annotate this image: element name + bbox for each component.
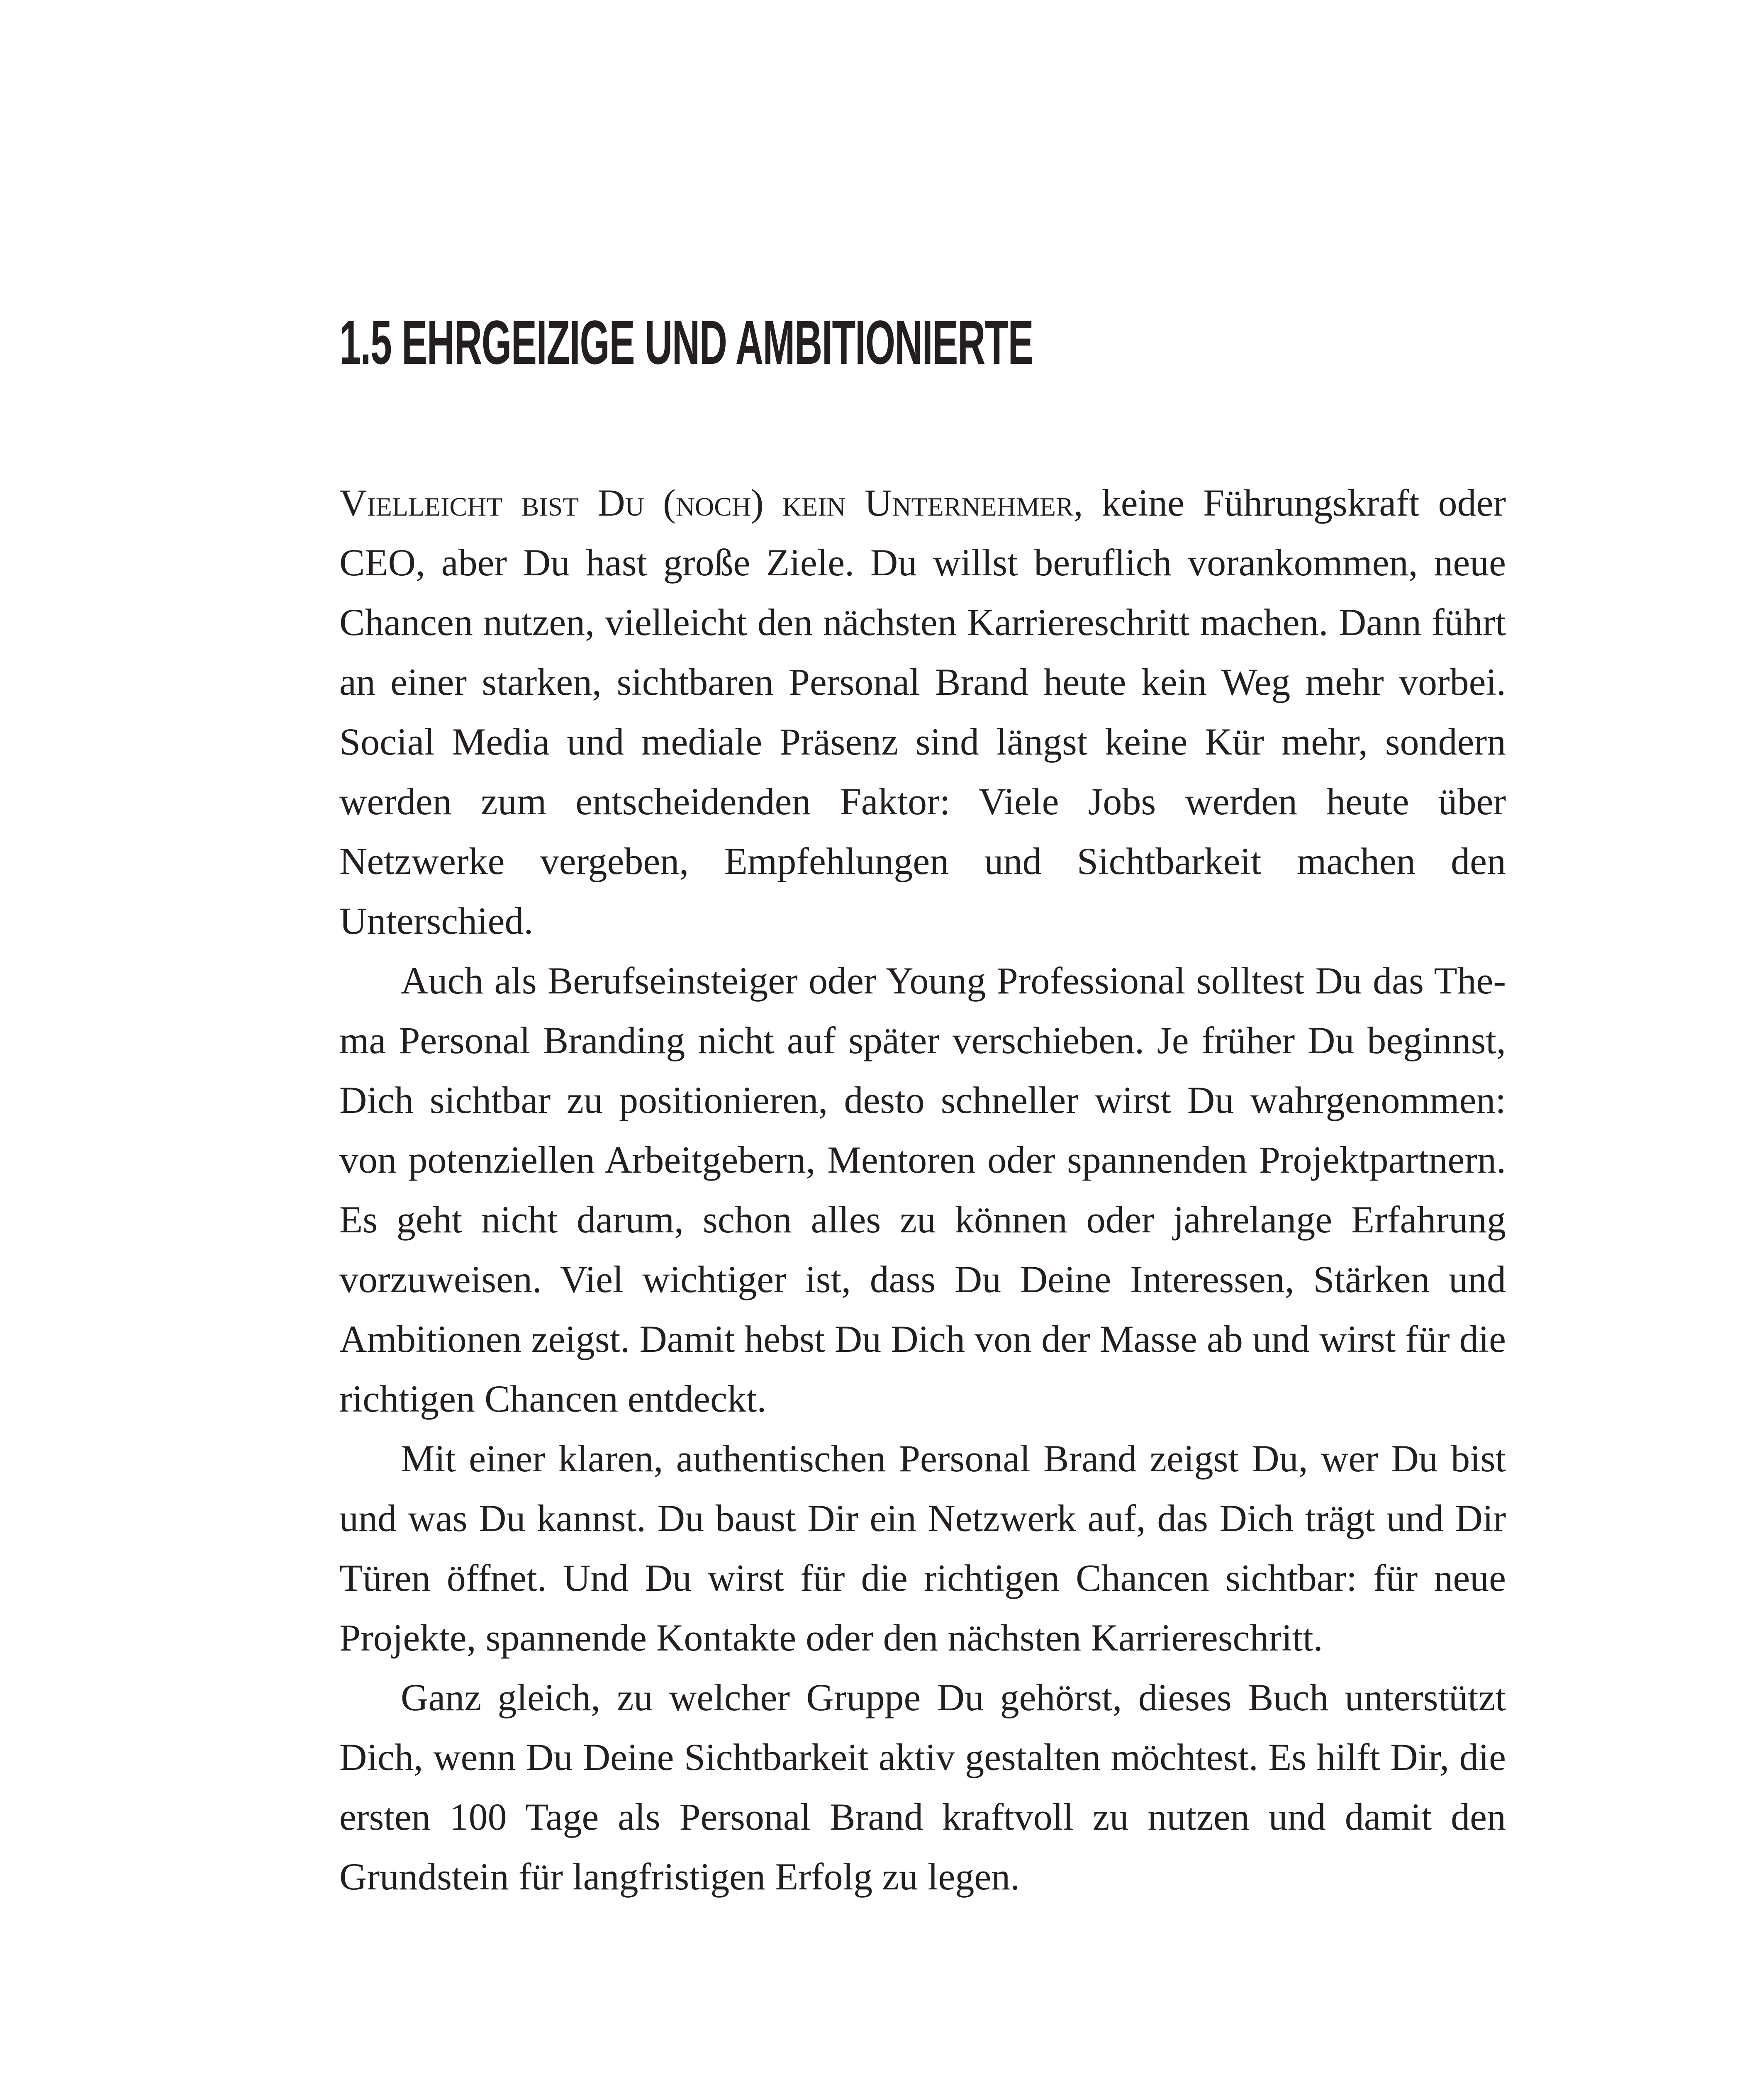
paragraph-2: Auch als Berufseinsteiger oder Young Professional solltest Du das Thema Personal Branding nicht auf später verschieben. Je früher Du beginnst, Dich sichtbar zu positionieren, desto schneller wirst Du wahrgenommen: von potenziellen Arbeitgebern, Mentoren oder spannenden Projektpartnern. Es geht nicht darum, schon alles zu können oder jahrelange Erfahrung vorzuweisen. Viel wichtiger ist, dass Du Deine Interessen, Stärken und Ambitionen zeigst. Damit hebst Du Dich von der Masse ab und wirst für die richtigen Chancen entdeckt. xyxy=(339,959,1506,1420)
body-text xyxy=(339,473,1506,1906)
paragraph-1 xyxy=(339,473,1506,951)
paragraph-1-lead-in: Vielleicht bist Du (noch) kein Unternehmer xyxy=(339,482,1074,524)
paragraph-3: Mit einer klaren, authentischen Personal Brand zeigst Du, wer Du bist und was Du kannst. Du baust Dir ein Netzwerk auf, das Dich trägt und Dir Türen öffnet. Und Du wirst für die richtigen Chancen sichtbar: für neue Projekte, spannende Kontakte oder den nächsten Karriereschritt. xyxy=(339,1437,1506,1659)
section-heading: 1.5 EHRGEIZIGE UND AMBITIONIERTE xyxy=(339,307,1033,377)
paragraph-1-text: , keine Führungskraft oder CEO, aber Du hast große Ziele. Du willst beruflich vorankommen, neue Chancen nutzen, vielleicht den nächsten Karriereschritt machen. Dann führt an einer starken, sichtbaren Personal Brand heute kein Weg mehr vorbei. Social Media und mediale Präsenz sind längst keine Kür mehr, sondern werden zum entscheidenden Faktor: Viele Jobs werden heute über Netzwerke vergeben, Empfehlungen und Sichtbarkeit machen den Unterschied. xyxy=(339,482,1506,942)
paragraph-4: Ganz gleich, zu welcher Gruppe Du gehörst, dieses Buch unterstützt Dich, wenn Du Deine Sichtbarkeit aktiv gestalten möchtest. Es hilft Dir, die ersten 100 Tage als Personal Brand kraftvoll zu nutzen und damit den Grundstein für langfristigen Erfolg zu legen. xyxy=(339,1676,1506,1898)
